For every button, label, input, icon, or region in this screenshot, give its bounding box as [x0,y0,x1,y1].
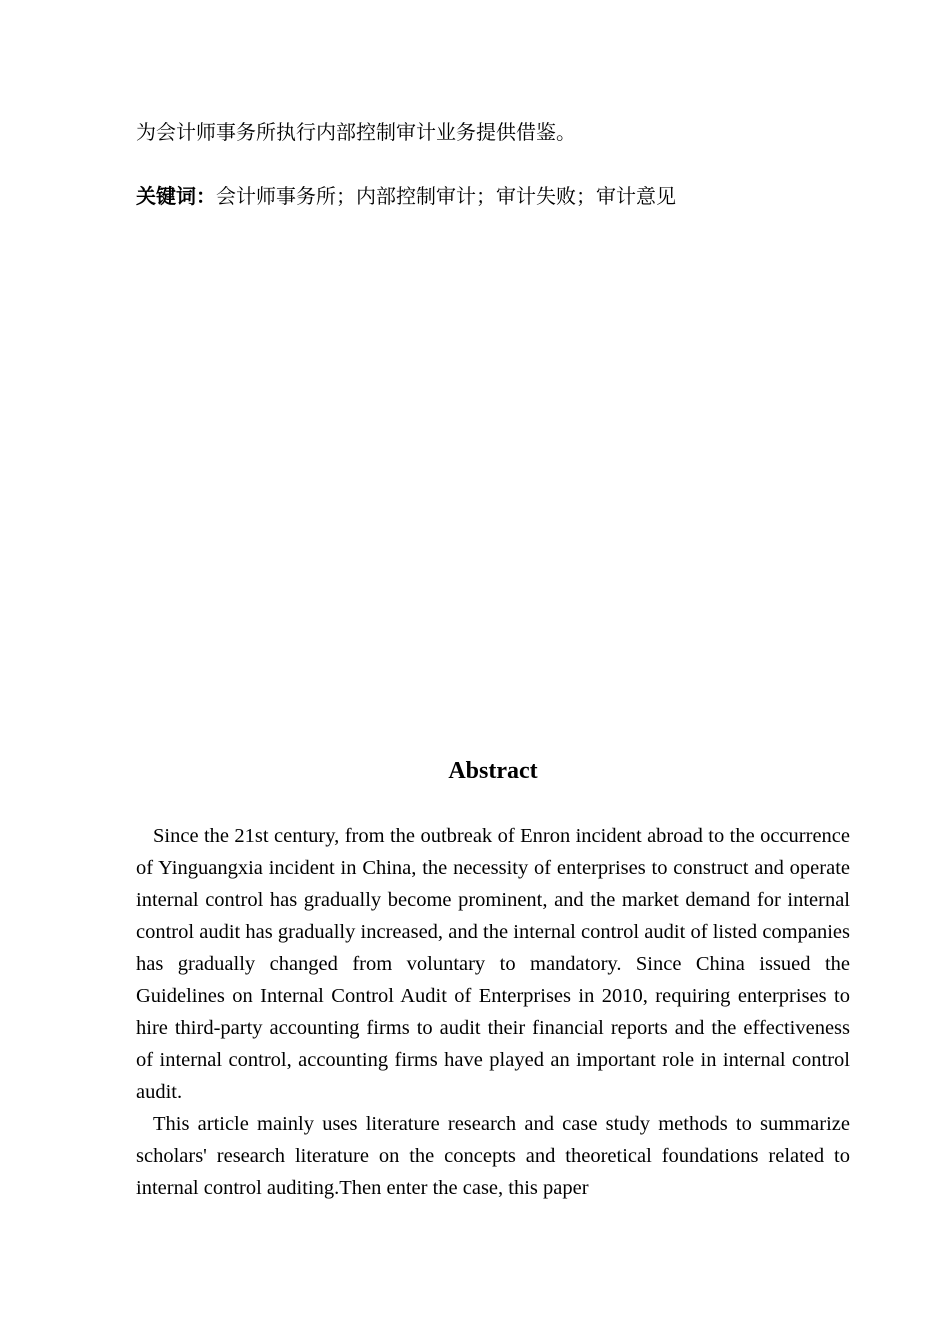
keywords-label: 关键词： [136,184,216,208]
abstract-heading: Abstract [448,758,538,784]
chinese-abstract-continuation [136,118,850,147]
keywords-value: 会计师事务所；内部控制审计；审计失败；审计意见 [216,184,676,208]
abstract-paragraph-2: This article mainly uses literature research and case study methods to summarize scholars' research literature on the concepts and theoretical foundations related to internal control auditing.Then enter the case, this paper [136,1113,850,1199]
chinese-abstract-text: 为会计师事务所执行内部控制审计业务提供借鉴。 [136,120,576,144]
abstract-body [136,820,850,1204]
abstract-paragraph-1: Since the 21st century, from the outbreak of Enron incident abroad to the occurrence of Yinguangxia incident in China, the necessity of enterprises to construct and operate internal control has gradually become prominent, and the market demand for internal control audit has gradually increased, and the internal control audit of listed companies has gradually changed from voluntary to mandatory. Since China issued the Guidelines on Internal Control Audit of Enterprises in 2010, requiring enterprises to hire third-party accounting firms to audit their financial reports and the effectiveness of internal control, accounting firms have played an important role in internal control audit. [136,825,850,1103]
chinese-keywords-line [136,182,850,211]
